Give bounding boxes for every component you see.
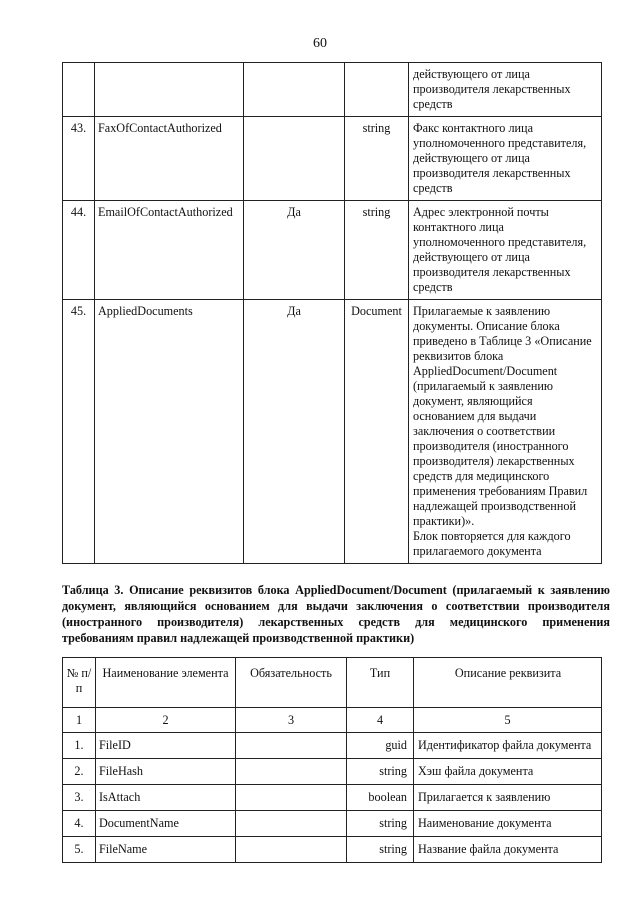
data-type: boolean — [347, 785, 414, 811]
description-line: Адрес электронной почты — [413, 205, 549, 219]
row-number: 1. — [63, 733, 96, 759]
table-row — [63, 785, 602, 811]
index-cell: 5 — [414, 708, 602, 733]
description-line: приведено в Таблице 3 «Описание — [413, 334, 592, 348]
description-line: уполномоченного представителя, — [413, 235, 587, 249]
data-type — [345, 63, 409, 117]
required-flag — [236, 811, 347, 837]
element-name: FileHash — [96, 759, 236, 785]
description — [409, 300, 602, 564]
row-number: 4. — [63, 811, 96, 837]
description-line: действующего от лица — [413, 151, 530, 165]
description-line: документ, являющийся — [413, 394, 533, 408]
description-line: Блок повторяется для каждого — [413, 529, 571, 543]
table-header-row — [63, 658, 602, 708]
description-line: AppliedDocument/Document — [413, 364, 558, 378]
row-number: 5. — [63, 837, 96, 863]
table-row — [63, 733, 602, 759]
table-row — [63, 201, 602, 300]
description — [409, 201, 602, 300]
header-description: Описание реквизита — [414, 658, 602, 708]
header-required: Обязательность — [236, 658, 347, 708]
row-number: 2. — [63, 759, 96, 785]
element-name: AppliedDocuments — [95, 300, 244, 564]
description-line: производителя лекарственных — [413, 265, 571, 279]
element-name: DocumentName — [96, 811, 236, 837]
row-number: 3. — [63, 785, 96, 811]
required-flag — [244, 117, 345, 201]
data-type: string — [347, 837, 414, 863]
data-type: string — [345, 201, 409, 300]
header-name: Наименование элемента — [96, 658, 236, 708]
data-type: guid — [347, 733, 414, 759]
data-type: Document — [345, 300, 409, 564]
index-cell: 1 — [63, 708, 96, 733]
index-cell: 4 — [347, 708, 414, 733]
requisites-table-3 — [62, 657, 602, 863]
element-name: FileName — [96, 837, 236, 863]
required-flag — [236, 785, 347, 811]
row-number: 45. — [63, 300, 95, 564]
description: Название файла документа — [414, 837, 602, 863]
element-name: FileID — [96, 733, 236, 759]
description-line: прилагаемого документа — [413, 544, 542, 558]
table-row — [63, 63, 602, 117]
table-row — [63, 811, 602, 837]
required-flag: Да — [244, 201, 345, 300]
requisites-table-continued — [62, 62, 602, 564]
element-name — [95, 63, 244, 117]
description-line: уполномоченного представителя, — [413, 136, 587, 150]
description-line: заключения о соответствии — [413, 424, 556, 438]
data-type: string — [345, 117, 409, 201]
element-name: FaxOfContactAuthorized — [95, 117, 244, 201]
description-line: применения требованиям Правил — [413, 484, 588, 498]
description-line: практики)». — [413, 514, 475, 528]
description-line: реквизитов блока — [413, 349, 504, 363]
description-line: надлежащей производственной — [413, 499, 576, 513]
table-row — [63, 837, 602, 863]
element-name: IsAttach — [96, 785, 236, 811]
description-line: производителя) лекарственных — [413, 454, 575, 468]
table-row — [63, 300, 602, 564]
description — [409, 117, 602, 201]
description-line: контактного лица — [413, 220, 504, 234]
description-line: производителя лекарственных — [413, 166, 571, 180]
page-number: 60 — [313, 36, 327, 51]
description: Прилагается к заявлению — [414, 785, 602, 811]
required-flag — [244, 63, 345, 117]
description-line: документы. Описание блока — [413, 319, 560, 333]
required-flag — [236, 759, 347, 785]
description-line: Факс контактного лица — [413, 121, 533, 135]
index-cell: 2 — [96, 708, 236, 733]
header-type: Тип — [347, 658, 414, 708]
required-flag — [236, 837, 347, 863]
description: Хэш файла документа — [414, 759, 602, 785]
required-flag: Да — [244, 300, 345, 564]
column-index-row — [63, 708, 602, 733]
description — [409, 63, 602, 117]
description-line: производителя лекарственных — [413, 82, 571, 96]
description-line: средств для медицинского — [413, 469, 550, 483]
description-line: средств — [413, 280, 453, 294]
description-line: средств — [413, 181, 453, 195]
description-line: действующего от лица — [413, 67, 530, 81]
element-name: EmailOfContactAuthorized — [95, 201, 244, 300]
index-cell: 3 — [236, 708, 347, 733]
table-row — [63, 117, 602, 201]
data-type: string — [347, 759, 414, 785]
table-row — [63, 759, 602, 785]
description: Наименование документа — [414, 811, 602, 837]
description-line: средств — [413, 97, 453, 111]
description-line: основанием для выдачи — [413, 409, 537, 423]
table-3-caption: Таблица 3. Описание реквизитов блока AppliedDocument/Document (прилагаемый к заявлению документ, являющийся основанием для выдачи заключения о соответствии производителя (иностранного производителя) лекарственных средств для медицинского применения требованиям правил надлежащей производственной практики) — [62, 583, 610, 645]
row-number: 43. — [63, 117, 95, 201]
description-line: (прилагаемый к заявлению — [413, 379, 554, 393]
description: Идентификатор файла документа — [414, 733, 602, 759]
description-line: Прилагаемые к заявлению — [413, 304, 551, 318]
required-flag — [236, 733, 347, 759]
description-line: действующего от лица — [413, 250, 530, 264]
row-number: 44. — [63, 201, 95, 300]
row-number — [63, 63, 95, 117]
header-num: № п/п — [63, 658, 96, 708]
description-line: производителя (иностранного — [413, 439, 569, 453]
data-type: string — [347, 811, 414, 837]
